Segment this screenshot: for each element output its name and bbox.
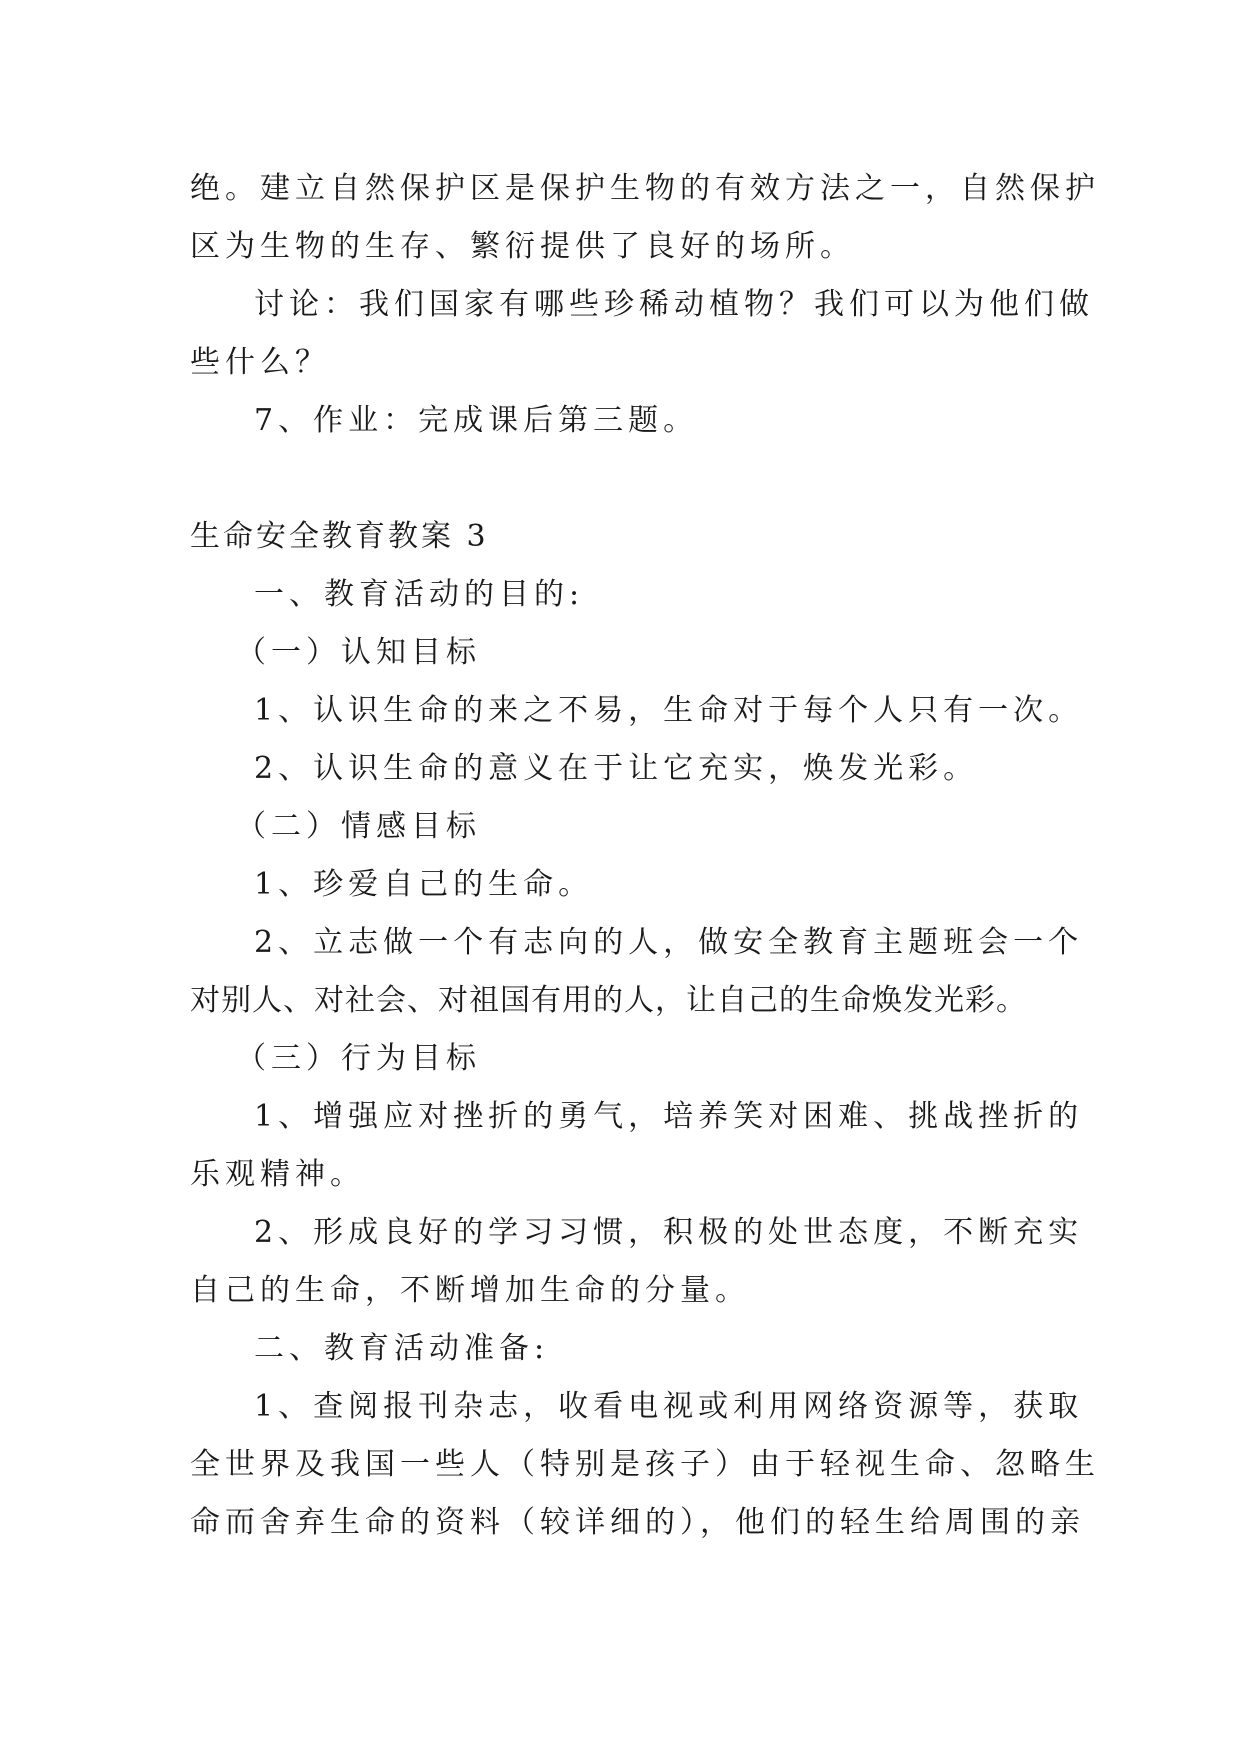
section-title: 生命安全教育教案 3 [190, 519, 489, 554]
cognitive-goal-item: 2、认识生命的意义在于让它充实，焕发光彩。 [254, 751, 979, 786]
emotion-goal-item: 1、珍爱自己的生命。 [254, 867, 594, 902]
preparation-item: 1、查阅报刊杂志，收看电视或利用网络资源等，获取 [254, 1389, 1084, 1424]
emotion-goal-title: （二）情感目标 [236, 809, 481, 844]
behavior-goal-item: 1、增强应对挫折的勇气，培养笑对困难、挑战挫折的 [254, 1099, 1084, 1134]
part2-title: 二、教育活动准备: [254, 1331, 550, 1366]
paragraph-line: 讨论：我们国家有哪些珍稀动植物？我们可以为他们做 [254, 287, 1094, 322]
behavior-goal-item: 乐观精神。 [190, 1157, 365, 1192]
emotion-goal-item: 2、立志做一个有志向的人，做安全教育主题班会一个 [254, 925, 1084, 960]
preparation-item: 命而舍弃生命的资料（较详细的），他们的轻生给周围的亲 [190, 1505, 1085, 1540]
behavior-goal-item: 2、形成良好的学习习惯，积极的处世态度，不断充实 [254, 1215, 1084, 1250]
paragraph-line: 区为生物的生存、繁衍提供了良好的场所。 [190, 229, 855, 264]
paragraph-line: 绝。建立自然保护区是保护生物的有效方法之一，自然保护 [190, 171, 1100, 206]
behavior-goal-item: 自己的生命，不断增加生命的分量。 [190, 1273, 750, 1308]
paragraph-line: 些什么？ [190, 345, 330, 380]
homework-line: 7、作业：完成课后第三题。 [254, 403, 699, 438]
document-body [190, 160, 1100, 1552]
preparation-item: 全世界及我国一些人（特别是孩子）由于轻视生命、忽略生 [190, 1447, 1100, 1482]
cognitive-goal-item: 1、认识生命的来之不易，生命对于每个人只有一次。 [254, 693, 1084, 728]
part1-title: 一、教育活动的目的: [254, 577, 585, 612]
behavior-goal-title: （三）行为目标 [236, 1041, 481, 1076]
cognitive-goal-title: （一）认知目标 [236, 635, 481, 670]
emotion-goal-item: 对别人、对社会、对祖国有用的人，让自己的生命焕发光彩。 [190, 983, 1027, 1018]
